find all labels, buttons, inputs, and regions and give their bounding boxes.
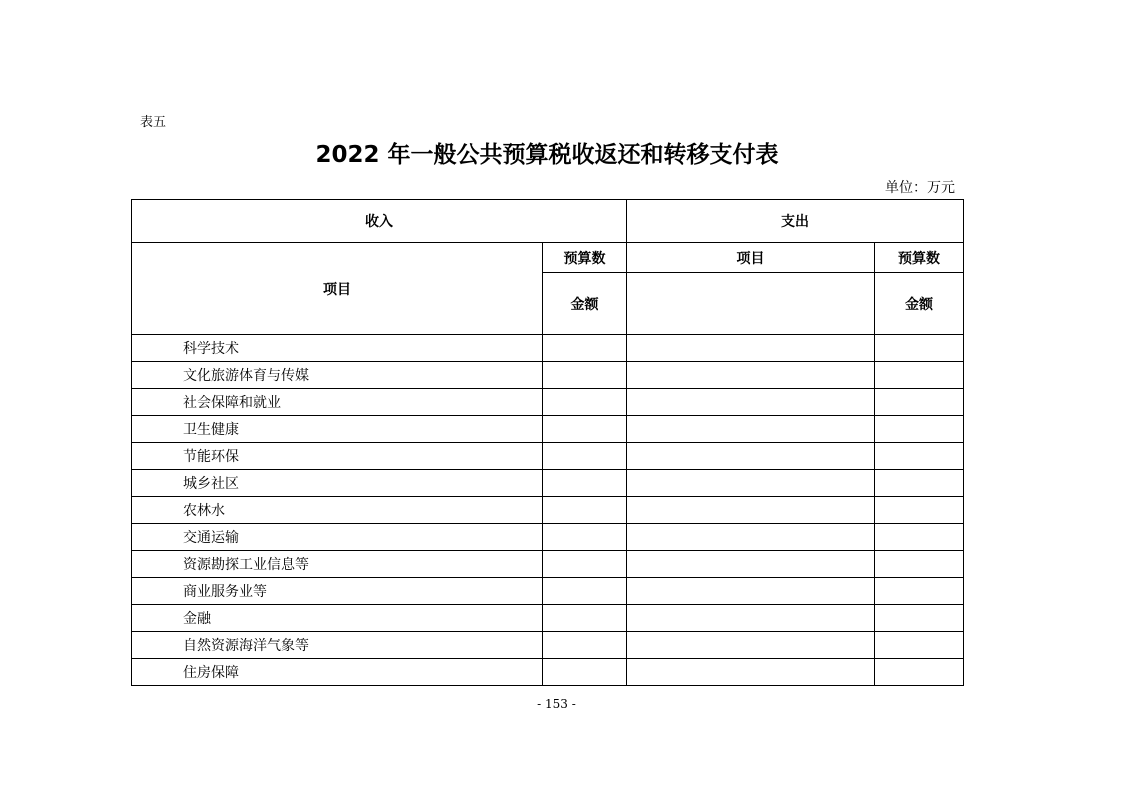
table-row [132,443,964,470]
table-row [132,416,964,443]
expense-item-cell [627,362,875,389]
expense-amount-cell [875,416,964,443]
row-item-label: 科学技术 [132,335,543,362]
expense-budget-header: 预算数 [875,243,964,273]
expense-amount-cell [875,524,964,551]
expense-amount-cell [875,335,964,362]
expense-amount-cell [875,362,964,389]
expense-item-cell [627,659,875,686]
income-amount-cell [543,470,627,497]
expense-item-cell [627,389,875,416]
row-item-label: 城乡社区 [132,470,543,497]
income-amount-cell [543,416,627,443]
income-amount-cell [543,497,627,524]
expense-item-cell [627,632,875,659]
row-item-label: 节能环保 [132,443,543,470]
income-amount-cell [543,551,627,578]
expense-header: 支出 [627,200,964,243]
expense-item-cell [627,605,875,632]
expense-item-cell [627,578,875,605]
header-row-1 [132,200,964,243]
expense-amount-cell [875,497,964,524]
income-header: 收入 [132,200,627,243]
table-row [132,551,964,578]
table-label: 表五 [140,115,167,130]
expense-amount-cell [875,632,964,659]
table-row [132,605,964,632]
row-item-label: 交通运输 [132,524,543,551]
income-amount-cell [543,362,627,389]
row-item-label: 商业服务业等 [132,578,543,605]
row-item-label: 文化旅游体育与传媒 [132,362,543,389]
budget-table [131,199,964,686]
expense-item-cell [627,335,875,362]
table-row [132,632,964,659]
expense-amount-cell [875,578,964,605]
row-item-label: 资源勘探工业信息等 [132,551,543,578]
table-row [132,524,964,551]
unit-label: 单位：万元 [885,180,955,196]
expense-amount-header: 金额 [875,273,964,335]
table-row [132,362,964,389]
row-item-label: 金融 [132,605,543,632]
header-row-2 [132,243,964,273]
income-amount-header: 金额 [543,273,627,335]
expense-amount-cell [875,470,964,497]
table-row [132,659,964,686]
income-amount-cell [543,659,627,686]
page-number: - 153 - [537,697,576,711]
expense-item-cell [627,416,875,443]
income-amount-cell [543,632,627,659]
table-row [132,389,964,416]
expense-item-cell [627,524,875,551]
income-amount-cell [543,578,627,605]
expense-item-cell [627,470,875,497]
income-amount-cell [543,335,627,362]
row-item-label: 住房保障 [132,659,543,686]
expense-item-header: 项目 [627,243,875,273]
income-amount-cell [543,524,627,551]
table-row [132,470,964,497]
expense-item-cell [627,551,875,578]
expense-amount-cell [875,443,964,470]
page-title: 2022 年一般公共预算税收返还和转移支付表 [315,142,779,168]
table-row [132,578,964,605]
expense-item-blank [627,273,875,335]
income-amount-cell [543,389,627,416]
row-item-label: 社会保障和就业 [132,389,543,416]
expense-item-cell [627,443,875,470]
income-item-header: 项目 [132,243,543,335]
income-amount-cell [543,605,627,632]
row-item-label: 自然资源海洋气象等 [132,632,543,659]
row-item-label: 卫生健康 [132,416,543,443]
income-budget-header: 预算数 [543,243,627,273]
expense-item-cell [627,497,875,524]
table-row [132,335,964,362]
row-item-label: 农林水 [132,497,543,524]
expense-amount-cell [875,551,964,578]
expense-amount-cell [875,605,964,632]
table-row [132,497,964,524]
expense-amount-cell [875,659,964,686]
income-amount-cell [543,443,627,470]
expense-amount-cell [875,389,964,416]
